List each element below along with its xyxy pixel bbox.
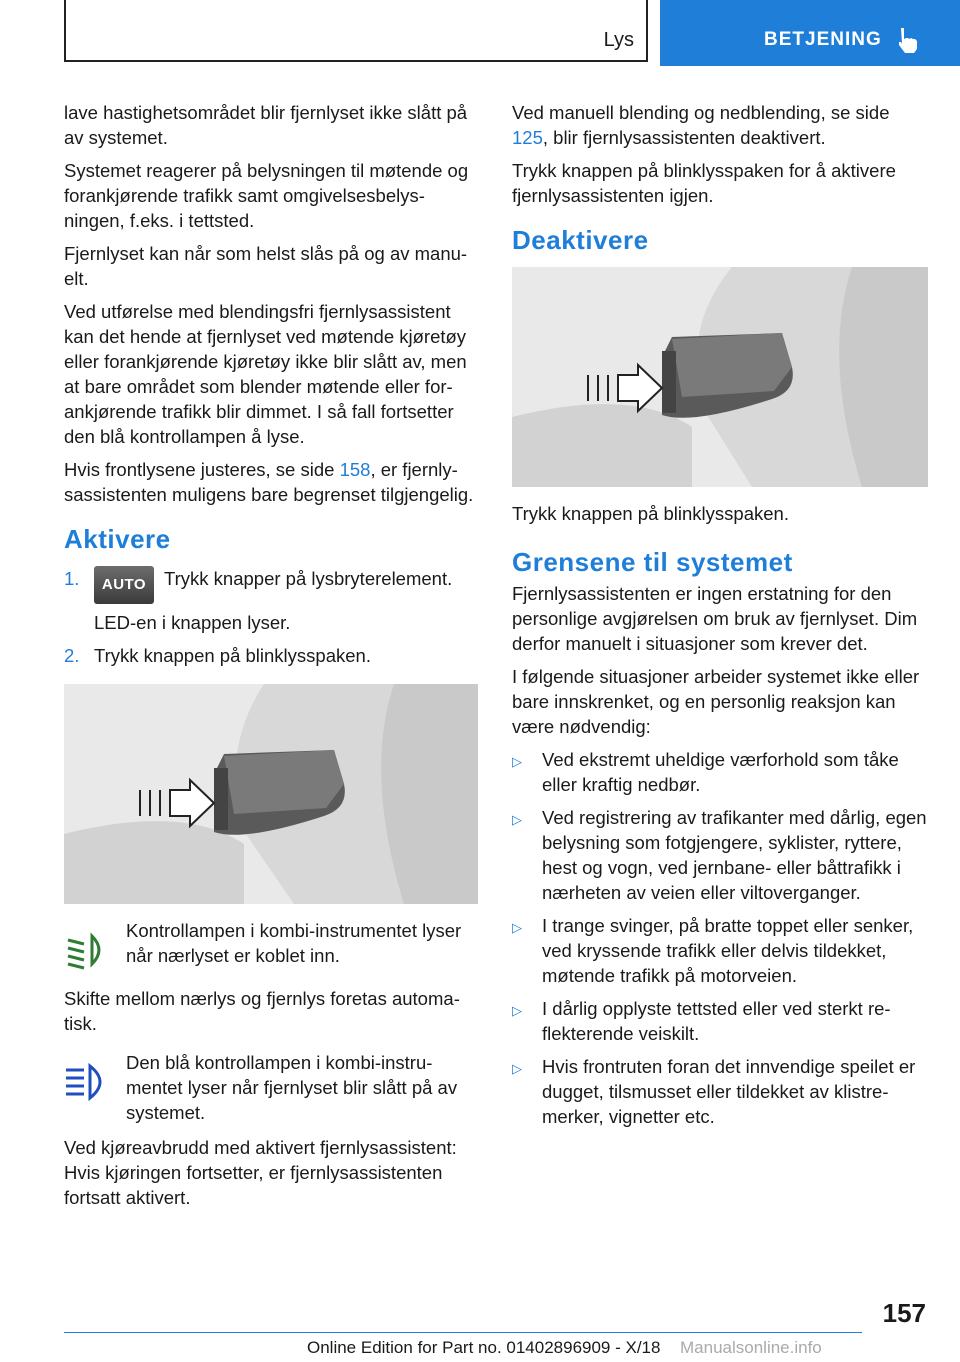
left-column bbox=[64, 100, 478, 1218]
footer-divider bbox=[64, 1332, 862, 1333]
page-number: 157 bbox=[882, 1298, 926, 1328]
bullet-triangle-icon: ▷ bbox=[512, 920, 522, 935]
auto-button-image: AUTO bbox=[94, 566, 154, 604]
right-column bbox=[512, 100, 930, 1137]
list-item: ▷ Ved registrering av trafikanter med dårlig, egen belysning som fotgjengere, syklister, ryttere, hest og vogn, ved jernbane- eller båttrafikk i nærheten av veien eller viltoverganger. bbox=[512, 807, 927, 903]
step-number: 2. bbox=[64, 645, 80, 666]
watermark-url: Manualsonline.info bbox=[680, 1338, 822, 1357]
header-box bbox=[64, 0, 648, 62]
bullet-triangle-icon: ▷ bbox=[512, 1003, 522, 1018]
heading-activate: Aktivere bbox=[64, 524, 171, 554]
section-title: Lys bbox=[603, 29, 634, 51]
pointing-hand-icon bbox=[894, 25, 924, 55]
paragraph: Ved utførelse med blendingsfri fjernlysassistent kan det hende at fjernlyset ved møtende kjøretøy eller forankjørende kjøretøy ikke blir slått av, men at bare området som blender møtende eller forankjørende trafikk blir dimmet. I så fall fortsetter den blå kontrollampen å lyse. bbox=[64, 301, 467, 447]
paragraph: Fjernlyset kan når som helst slås på og av manuelt. bbox=[64, 243, 468, 289]
turn-signal-lever-photo bbox=[512, 267, 928, 487]
chapter-tab[interactable] bbox=[660, 0, 960, 66]
chapter-tab-label: BETJENING bbox=[764, 29, 882, 50]
heading-system-limits: Grensene til systemet bbox=[512, 547, 793, 577]
edition-text: Online Edition for Part no. 01402896909 - X/18 bbox=[307, 1338, 661, 1357]
heading-deactivate: Deaktivere bbox=[512, 225, 649, 255]
page-link-125[interactable]: 125 bbox=[512, 127, 543, 148]
paragraph: Systemet reagerer på belysningen til møtende og forankjørende trafikk samt omgivelsesbelysningen, f.eks. i tettsted. bbox=[64, 160, 469, 231]
turn-signal-lever-photo bbox=[64, 684, 478, 904]
lever-illustration bbox=[512, 267, 928, 487]
step-number: 1. bbox=[64, 568, 80, 589]
bullet-triangle-icon: ▷ bbox=[512, 754, 522, 769]
list-item: ▷ Ved ekstremt uheldige værforhold som tåke eller kraftig nedbør. bbox=[512, 749, 899, 795]
bullet-triangle-icon: ▷ bbox=[512, 812, 522, 827]
low-beam-indicator-icon bbox=[64, 930, 110, 970]
lever-illustration bbox=[64, 684, 478, 904]
list-item: ▷ I dårlig opplyste tettsted eller ved sterkt reflekterende veiskilt. bbox=[512, 998, 891, 1044]
paragraph: Ved kjøreavbrudd med aktivert fjernlysassistent: Hvis kjøringen fortsetter, er fjernlysassistenten fortsatt aktivert. bbox=[64, 1137, 457, 1208]
list-item: ▷ I trange svinger, på bratte toppet eller senker, ved kryssende trafikk eller delvis tildekket, møtende trafikk på motorveien. bbox=[512, 915, 914, 986]
paragraph: I følgende situasjoner arbeider systemet ikke eller bare innskrenket, og en personlig reaksjon kan være nødvendig: bbox=[512, 666, 920, 737]
list-item: ▷ Hvis frontruten foran det innvendige speilet er dugget, tilsmusset eller tildekket av klistremerker, vignetter etc. bbox=[512, 1056, 916, 1127]
step-1: 1. AUTO Trykk knapper på lysbryterelement. LED-en i knappen lyser. bbox=[64, 566, 478, 635]
low-beam-note: Kontrollampen i kombi-instrumentet lyser når nærlyset er koblet inn. bbox=[64, 918, 478, 976]
page-link-158[interactable]: 158 bbox=[339, 459, 371, 480]
bullet-triangle-icon: ▷ bbox=[512, 1061, 522, 1076]
high-beam-indicator-icon bbox=[64, 1062, 110, 1102]
paragraph: Hvis frontlysene justeres, se side 158, er fjernlysassistenten muligens bare begrenset tilgjengelig. bbox=[64, 459, 474, 505]
paragraph: Fjernlysassistenten er ingen erstatning for den personlige avgjørelsen om bruk av fjernlyset. Dim derfor manuelt i situasjoner som krever det. bbox=[512, 583, 918, 654]
paragraph: Trykk knappen på blinklysspaken for å aktivere fjernlysassistenten igjen. bbox=[512, 160, 896, 206]
step-sub: LED-en i knappen lyser. bbox=[94, 612, 291, 633]
paragraph: lave hastighetsområdet blir fjernlyset ikke slått på av systemet. bbox=[64, 102, 468, 148]
high-beam-note: Den blå kontrollampen i kombi-instrumentet lyser når fjernlyset blir slått på av systemet. bbox=[64, 1050, 478, 1125]
step-2: 2. Trykk knappen på blinklysspaken. bbox=[64, 645, 371, 666]
paragraph: Ved manuell blending og nedblending, se side 125, blir fjernlysassistenten deaktivert. bbox=[512, 102, 890, 148]
photo-caption: Trykk knappen på blinklysspaken. bbox=[512, 503, 789, 524]
paragraph: Skifte mellom nærlys og fjernlys foretas automatisk. bbox=[64, 988, 460, 1034]
